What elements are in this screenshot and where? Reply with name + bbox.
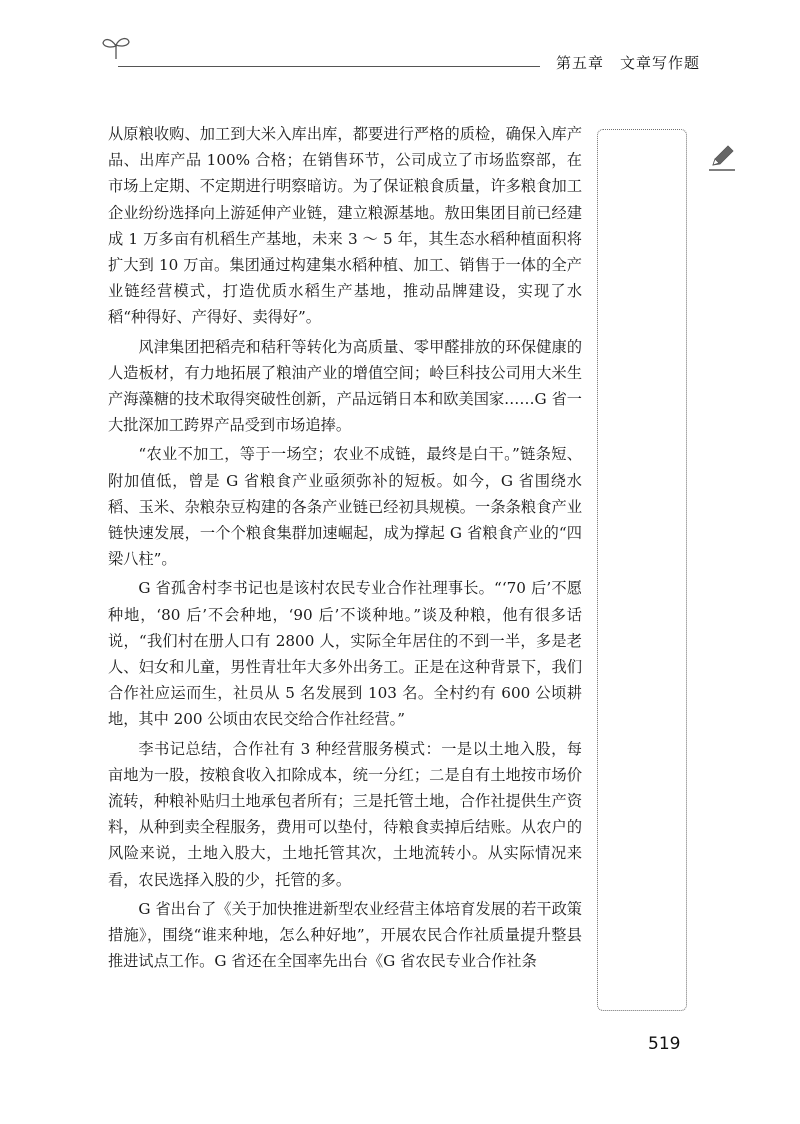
paragraph-3: “农业不加工，等于一场空；农业不成链，最终是白干。”链条短、附加值低，曾是 G 省粮食产业亟须弥补的短板。如今，G 省围绕水稻、玉米、杂粮杂豆构建的各条产业链已经初具规模。一条条粮食产业链快速发展，一个个粮食集群加速崛起，成为撑起 G 省粮食产业的“四梁八柱”。	[108, 445, 582, 569]
section-title: 文章写作题	[619, 54, 700, 72]
running-header	[556, 52, 700, 73]
paragraph-6: G 省出台了《关于加快推进新型农业经营主体培育发展的若干政策措施》，围绕“谁来种地，怎么种好地”，开展农民合作社质量提升整县推进试点工作。G 省还在全国率先出台《G 省农民专业合作社条	[108, 899, 582, 971]
paragraph-5: 李书记总结，合作社有 3 种经营服务模式：一是以土地入股，每亩地为一股，按粮食收入扣除成本，统一分红；二是自有土地按市场价流转，种粮补贴归土地承包者所有；三是托管土地，合作社提供生产资料，从种到卖全程服务，费用可以垫付，待粮食卖掉后结账。从农户的风险来说，土地入股大，土地托管其次，土地流转小。从实际情况来看，农民选择入股的少，托管的多。	[108, 739, 582, 889]
sprout-icon	[101, 34, 131, 60]
paragraph-2: 风津集团把稻壳和秸秆等转化为高质量、零甲醛排放的环保健康的人造板材，有力地拓展了粮油产业的增值空间；岭巨科技公司用大米生产海藻糖的技术取得突破性创新，产品远销日本和欧美国家……G 省一大批深加工跨界产品受到市场追捧。	[108, 337, 582, 435]
page-number: 519	[648, 1034, 681, 1054]
notes-margin-box	[597, 129, 687, 1011]
chapter-label: 第五章	[555, 54, 604, 72]
body-text	[108, 121, 582, 978]
paragraph-1: 从原粮收购、加工到大米入库出库，都要进行严格的质检，确保入库产品、出库产品 100% 合格；在销售环节，公司成立了市场监察部，在市场上定期、不定期进行明察暗访。为了保证粮食质量，许多粮食加工企业纷纷选择向上游延伸产业链，建立粮源基地。敖田集团目前已经建成 1 万多亩有机稻生产基地，未来 3 ～ 5 年，其生态水稻种植面积将扩大到 10 万亩。集团通过构建集水稻种植、加工、销售于一体的全产业链经营模式，打造优质水稻生产基地，推动品牌建设，实现了水稻“种得好、产得好、卖得好”。	[108, 125, 582, 327]
paragraph-4: G 省孤舍村李书记也是该村农民专业合作社理事长。“‘70 后’不愿种地，‘80 后’不会种地，‘90 后’不谈种地。”谈及种粮，他有很多话说，“我们村在册人口有 2800 人，实际全年居住的不到一半，多是老人、妇女和儿童，男性青壮年大多外出务工。正是在这种背景下，我们合作社应运而生，社员从 5 名发展到 103 名。全村约有 600 公顷耕地，其中 200 公顷由农民交给合作社经营。”	[108, 579, 582, 729]
header-rule	[118, 66, 540, 67]
pencil-icon	[707, 143, 737, 173]
